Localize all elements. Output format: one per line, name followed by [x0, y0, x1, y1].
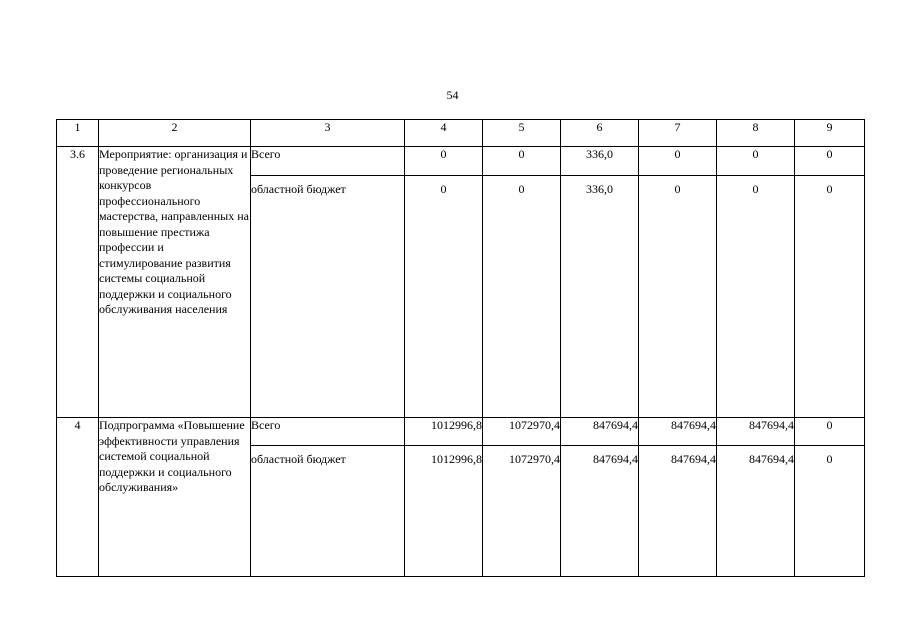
table-cell: 0: [717, 147, 795, 176]
column-header: 5: [483, 120, 561, 147]
table-cell: 1072970,4: [483, 446, 561, 577]
table-cell: 0: [795, 147, 865, 176]
table-cell: 0: [483, 176, 561, 418]
table-cell: 847694,4: [639, 418, 717, 446]
table-cell: 847694,4: [561, 418, 639, 446]
column-header: 6: [561, 120, 639, 147]
budget-table: [56, 119, 865, 577]
table-cell: 336,0: [561, 176, 639, 418]
table-header-row: [57, 120, 865, 147]
row-title: Подпрограмма «Повышение эффективности управления системой социальной поддержки и социального обслуживания»: [99, 418, 251, 577]
row-number: 4: [57, 418, 99, 577]
column-header: 3: [251, 120, 405, 147]
row-title: Мероприятие: организация и проведение региональных конкурсов профессионального мастерства, направленных на повышение престижа профессии и стимулирование развития системы социальной поддержки и социального обслуживания населения: [99, 147, 251, 418]
table-cell: 0: [639, 176, 717, 418]
table-cell: 0: [639, 147, 717, 176]
column-header: 8: [717, 120, 795, 147]
column-header: 9: [795, 120, 865, 147]
funding-source: Всего: [251, 418, 405, 446]
column-header: 2: [99, 120, 251, 147]
table-cell: 0: [483, 147, 561, 176]
table-cell: 0: [795, 446, 865, 577]
page-number: 54: [446, 88, 459, 102]
table-cell: 847694,4: [717, 418, 795, 446]
column-header: 7: [639, 120, 717, 147]
table-cell: 0: [405, 176, 483, 418]
table-row: [57, 418, 865, 446]
table-cell: 1012996,8: [405, 446, 483, 577]
table-cell: 847694,4: [717, 446, 795, 577]
funding-source: Всего: [251, 147, 405, 176]
column-header: 4: [405, 120, 483, 147]
funding-source: областной бюджет: [251, 176, 405, 418]
table-row: [57, 147, 865, 176]
table-cell: 0: [795, 176, 865, 418]
column-header: 1: [57, 120, 99, 147]
funding-source: областной бюджет: [251, 446, 405, 577]
table-cell: 847694,4: [639, 446, 717, 577]
table-cell: 0: [717, 176, 795, 418]
table-cell: 1012996,8: [405, 418, 483, 446]
row-number: 3.6: [57, 147, 99, 418]
table-cell: 1072970,4: [483, 418, 561, 446]
table-cell: 336,0: [561, 147, 639, 176]
table-cell: 0: [795, 418, 865, 446]
table-cell: 0: [405, 147, 483, 176]
table-cell: 847694,4: [561, 446, 639, 577]
